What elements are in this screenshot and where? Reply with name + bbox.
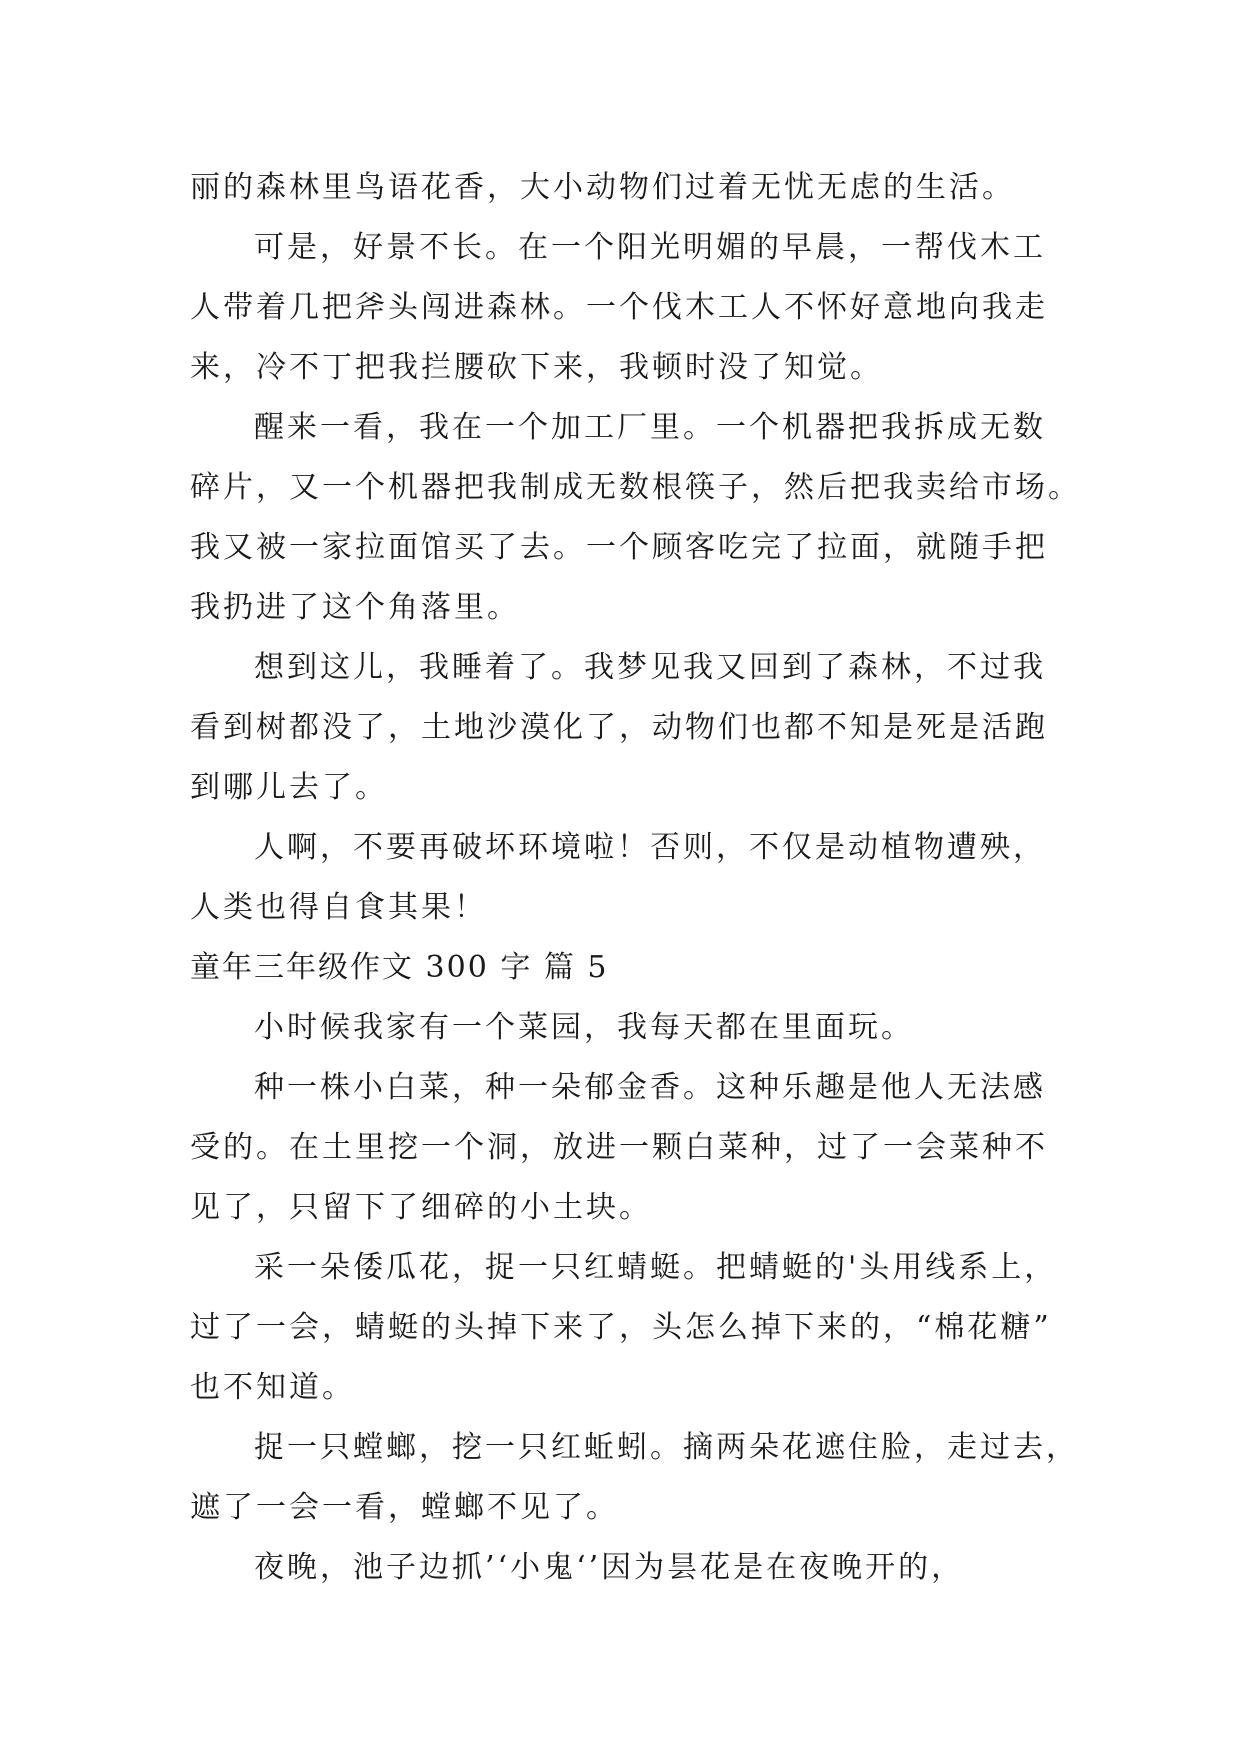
paragraph-start: 醒来一看，我在一个加工厂里。一个机器把我拆成无数 (254, 410, 1046, 445)
text-line: 我扔进了这个角落里。 (190, 590, 520, 625)
text-line: 我又被一家拉面馆买了去。一个顾客吃完了拉面，就随手把 (190, 530, 1048, 565)
text-line: 遮了一会一看，螳螂不见了。 (190, 1490, 619, 1525)
document-body (190, 158, 1081, 1598)
text-line: 来，冷不丁把我拦腰砍下来，我顿时没了知觉。 (190, 350, 883, 385)
text-line: 到哪儿去了。 (190, 770, 388, 805)
paragraph-start: 捉一只螳螂，挖一只红蚯蚓。摘两朵花遮住脸，走过去， (254, 1430, 1079, 1465)
paragraph-start: 种一株小白菜，种一朵郁金香。这种乐趣是他人无法感 (254, 1070, 1046, 1105)
paragraph-start: 可是，好景不长。在一个阳光明媚的早晨，一帮伐木工 (254, 230, 1046, 265)
paragraph-start: 人啊，不要再破坏环境啦！否则，不仅是动植物遭殃， (254, 830, 1046, 865)
paragraph-start: 想到这儿，我睡着了。我梦见我又回到了森林，不过我 (254, 650, 1046, 685)
paragraph-start: 夜晚，池子边抓’‘小鬼‘’因为昙花是在夜晚开的， (254, 1550, 965, 1585)
paragraph-start: 采一朵倭瓜花，捉一只红蜻蜓。把蜻蜓的'头用线系上， (254, 1250, 1058, 1285)
text-line: 看到树都没了，土地沙漠化了，动物们也都不知是死是活跑 (190, 710, 1048, 745)
text-line: 受的。在土里挖一个洞，放进一颗白菜种，过了一会菜种不 (190, 1130, 1048, 1165)
text-line: 碎片，又一个机器把我制成无数根筷子，然后把我卖给市场。 (190, 470, 1081, 505)
paragraph-start: 小时候我家有一个菜园，我每天都在里面玩。 (254, 1010, 914, 1045)
text-line: 见了，只留下了细碎的小土块。 (190, 1190, 652, 1225)
text-line: 也不知道。 (190, 1370, 355, 1405)
section-heading: 童年三年级作文 300 字 篇 5 (190, 950, 609, 985)
text-line: 人带着几把斧头闯进森林。一个伐木工人不怀好意地向我走 (190, 290, 1048, 325)
text-line: 人类也得自食其果！ (190, 890, 487, 925)
text-line: 过了一会，蜻蜓的头掉下来了，头怎么掉下来的，“棉花糖” (190, 1310, 1052, 1345)
text-line: 丽的森林里鸟语花香，大小动物们过着无忧无虑的生活。 (190, 170, 1015, 205)
